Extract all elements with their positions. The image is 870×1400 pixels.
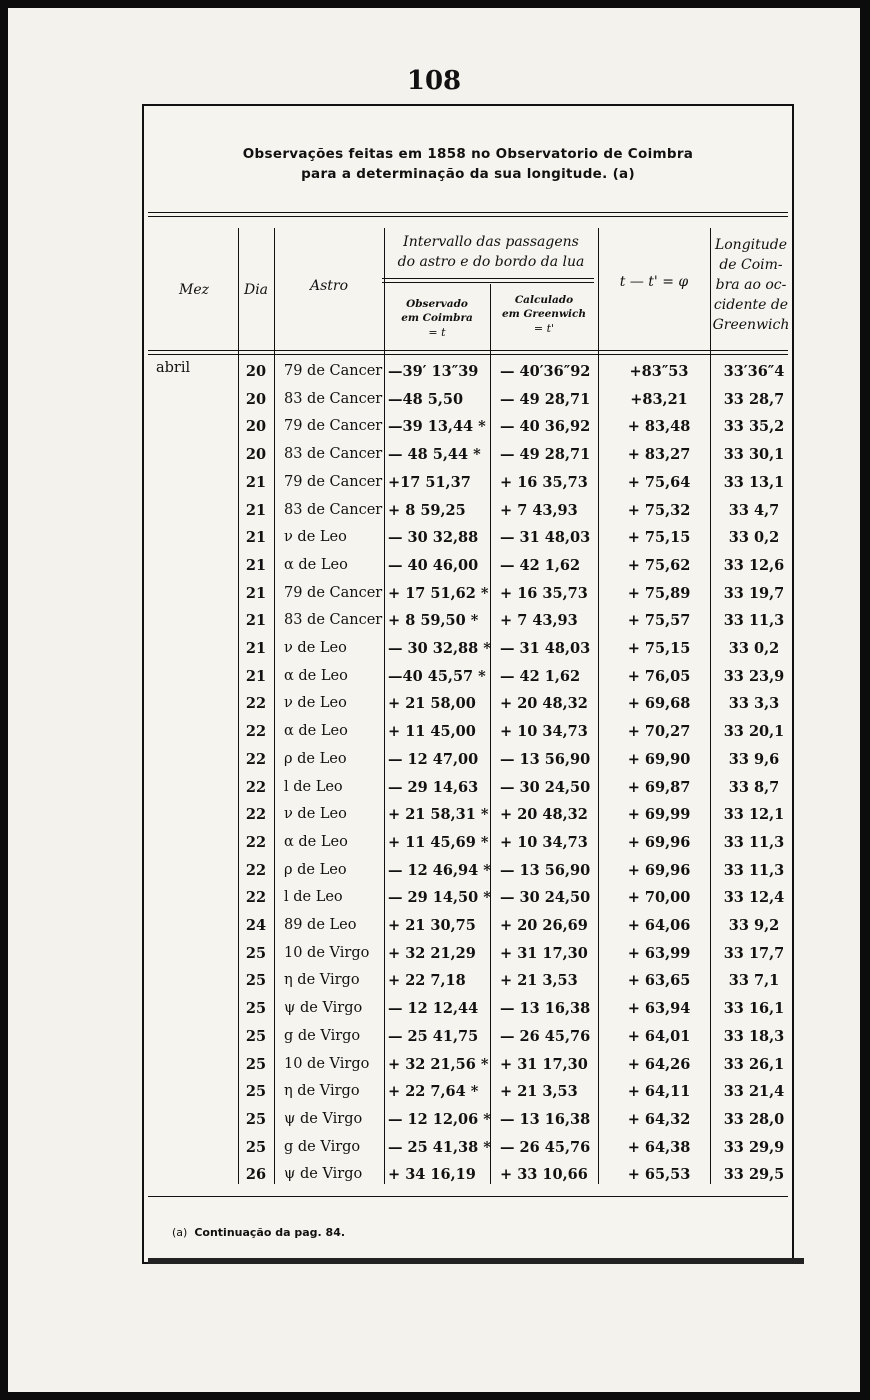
cell-longitude: 33 4,7 [728,501,780,519]
cell-longitude: 33 9,6 [728,750,780,768]
cell-longitude: 33 12,4 [723,889,785,907]
cell-longitude: 33 29,9 [723,1138,785,1156]
cell-calculado: + 7 43,93 [500,501,578,519]
cell-observado: + 32 21,56 * [388,1055,489,1073]
cell-calculado: — 26 45,76 [500,1027,591,1045]
cell-longitude: 33 20,1 [723,723,785,741]
frame-shadow [148,1258,804,1264]
cell-astro: ν de Leo [284,806,347,823]
cell-difference: + 64,11 [627,1083,691,1101]
cell-longitude: 33 0,2 [728,640,780,657]
header-longitude-line-5: Greenwich [712,317,790,333]
cell-difference: + 63,94 [627,1000,691,1018]
cell-observado: —40 45,57 * [388,667,486,685]
cell-difference: + 75,32 [627,501,691,519]
cell-calculado: — 26 45,76 [500,1138,591,1156]
cell-longitude: 33 8,7 [728,778,780,796]
cell-dia: 25 [245,1110,267,1128]
cell-dia: 25 [245,1027,267,1045]
cell-difference: + 83,48 [627,418,691,436]
cell-observado: + 21 58,31 * [388,806,489,824]
header-longitude-line-3: bra ao oc- [715,277,787,293]
header-top-rule-2 [148,216,788,217]
cell-longitude: 33 23,9 [723,667,785,685]
cell-astro: ψ de Virgo [284,1000,363,1017]
table-row [144,884,792,912]
cell-difference: + 64,38 [627,1138,691,1156]
cell-calculado: — 40 36,92 [500,418,591,436]
cell-observado: — 40 46,00 [388,556,479,574]
cell-difference: + 75,57 [627,612,691,630]
cell-longitude: 33 11,3 [723,612,785,630]
header-calculado-line-1: Calculado [514,294,574,306]
table-row [144,1078,792,1106]
cell-difference: + 75,15 [627,640,691,657]
cell-calculado: — 31 48,03 [500,529,591,547]
cell-astro: l de Leo [284,889,343,906]
cell-longitude: 33 11,3 [723,861,785,879]
table-row [144,774,792,802]
cell-astro: ρ de Leo [284,750,347,767]
cell-longitude: 33 0,2 [728,529,780,547]
cell-difference: + 70,00 [627,889,691,907]
cell-astro: ν de Leo [284,640,347,656]
cell-dia: 21 [245,501,267,519]
cell-calculado: + 16 35,73 [500,473,588,491]
cell-observado: + 21 58,00 [388,695,476,713]
cell-calculado: — 42 1,62 [500,556,581,574]
cell-astro: η de Virgo [284,972,360,989]
cell-observado: — 12 12,44 [388,1000,479,1018]
cell-dia: 26 [245,1166,267,1184]
cell-observado: + 21 30,75 [388,917,476,934]
table-row [144,441,792,469]
cell-calculado: + 10 34,73 [500,723,588,741]
table-frame [142,104,794,1264]
table-row [144,1161,792,1189]
cell-difference: + 69,96 [627,861,691,879]
cell-longitude: 33 29,5 [723,1166,785,1184]
table-row [144,663,792,691]
cell-observado: — 12 47,00 [388,750,479,768]
cell-calculado: + 20 48,32 [500,806,588,824]
cell-calculado: + 33 10,66 [500,1166,588,1184]
cell-dia: 20 [245,446,267,464]
header-bottom-rule [148,350,788,351]
cell-astro: 83 de Cancer [284,390,383,407]
cell-dia: 21 [245,584,267,602]
header-longitude-line-4: cidente de [713,297,789,313]
cell-astro: α de Leo [284,723,348,740]
header-longitude-line-2: de Coim- [719,257,783,273]
table-title-line-2: para a determinação da sua longitude. (a) [301,166,635,182]
cell-longitude: 33 7,1 [728,972,780,990]
cell-observado: —39′ 13″39 [388,363,479,380]
table-row [144,580,792,608]
table-row [144,857,792,885]
table-row [144,995,792,1023]
cell-difference: +83,21 [630,390,688,408]
cell-dia: 21 [245,473,267,491]
cell-calculado: — 30 24,50 [500,889,591,907]
cell-dia: 25 [245,1000,267,1018]
table-row [144,497,792,525]
cell-dia: 21 [245,640,267,657]
cell-difference: + 69,68 [627,695,691,713]
cell-calculado: + 20 48,32 [500,695,588,713]
cell-dia: 20 [245,390,267,408]
cell-longitude: 33 35,2 [723,418,785,436]
cell-difference: + 75,64 [627,473,691,491]
cell-observado: — 12 12,06 * [388,1110,491,1128]
table-row [144,1051,792,1079]
footnote [172,1226,345,1239]
cell-calculado: + 7 43,93 [500,612,578,630]
cell-calculado: + 20 26,69 [500,917,588,934]
cell-longitude: 33 11,3 [723,833,785,851]
table-row [144,607,792,635]
footnote-mark: (a) [172,1226,188,1239]
cell-longitude: 33 12,6 [723,556,785,574]
cell-observado: — 25 41,38 * [388,1138,491,1156]
cell-longitude: 33 21,4 [723,1083,785,1101]
cell-calculado: + 31 17,30 [500,944,588,962]
cell-dia: 20 [245,363,267,380]
cell-longitude: 33 19,7 [723,584,785,602]
cell-observado: — 30 32,88 [388,529,479,547]
cell-astro: α de Leo [284,556,348,573]
cell-observado: —48 5,50 [388,390,464,408]
cell-calculado: — 49 28,71 [500,390,591,408]
cell-observado: — 29 14,63 [388,778,479,796]
cell-observado: + 8 59,50 * [388,612,479,630]
header-calculado-line-2: em Greenwich [502,308,586,320]
table-row [144,1106,792,1134]
cell-longitude: 33 28,7 [723,390,785,408]
cell-longitude: 33 9,2 [728,917,780,934]
cell-astro: 79 de Cancer [284,418,383,435]
cell-dia: 21 [245,529,267,547]
cell-observado: — 29 14,50 * [388,889,491,907]
cell-dia: 25 [245,1055,267,1073]
table-bottom-rule [148,1196,788,1197]
intervallo-subrule-2 [382,282,594,283]
page-sheet [8,8,860,1392]
table-row [144,801,792,829]
cell-observado: + 22 7,64 * [388,1083,479,1101]
cell-astro: 83 de Cancer [284,446,383,463]
cell-dia: 21 [245,612,267,630]
cell-longitude: 33 13,1 [723,473,785,491]
cell-longitude: 33 28,0 [723,1110,785,1128]
table-row [144,386,792,414]
table-row [144,413,792,441]
cell-dia: 22 [245,861,267,879]
cell-dia: 24 [245,917,267,934]
cell-observado: +17 51,37 [388,473,471,491]
table-row [144,1023,792,1051]
cell-difference: + 75,62 [627,556,691,574]
cell-astro: ν de Leo [284,529,347,546]
table-row [144,967,792,995]
header-calculado-line-3: = t' [533,322,555,335]
cell-dia: 25 [245,972,267,990]
cell-dia: 22 [245,778,267,796]
cell-longitude: 33 30,1 [723,446,785,464]
header-intervallo-line-2: do astro e do bordo da lua [397,254,585,270]
table-row [144,524,792,552]
cell-observado: — 25 41,75 [388,1027,479,1045]
table-row [144,746,792,774]
cell-difference: + 65,53 [627,1166,691,1184]
cell-calculado: + 21 3,53 [500,972,578,990]
cell-astro: ρ de Leo [284,861,347,878]
header-top-rule [148,212,788,213]
cell-observado: + 17 51,62 * [388,584,489,602]
cell-dia: 25 [245,1138,267,1156]
cell-calculado: — 49 28,71 [500,446,591,464]
cell-observado: + 34 16,19 [388,1166,476,1184]
table-row [144,1134,792,1162]
cell-calculado: — 13 56,90 [500,861,591,879]
cell-dia: 22 [245,833,267,851]
cell-astro: ν de Leo [284,695,347,712]
cell-difference: + 75,15 [627,529,691,547]
cell-observado: — 12 46,94 * [388,861,491,879]
header-difference: t — t' = φ [619,274,689,290]
cell-astro: ψ de Virgo [284,1110,363,1127]
table-title-line-1: Observações feitas em 1858 no Observatorio de Coimbra [242,146,694,162]
cell-difference: + 63,65 [627,972,691,990]
header-mez: Mez [179,282,209,298]
cell-astro: 89 de Leo [284,917,357,933]
table-row [144,635,792,663]
table-row [144,829,792,857]
table-row [144,690,792,718]
cell-astro: α de Leo [284,667,348,684]
table-row [144,940,792,968]
cell-astro: 79 de Cancer [284,584,383,601]
cell-dia: 21 [245,556,267,574]
cell-dia: 21 [245,667,267,685]
cell-dia: 22 [245,695,267,713]
cell-astro: 79 de Cancer [284,473,383,490]
cell-astro: ψ de Virgo [284,1166,363,1183]
header-observado-line-2: em Coimbra [401,312,473,324]
cell-astro: 10 de Virgo [284,944,370,961]
cell-dia: 25 [245,1083,267,1101]
cell-observado: + 8 59,25 [388,501,466,519]
cell-longitude: 33 18,3 [723,1027,785,1045]
cell-astro: α de Leo [284,833,348,850]
cell-observado: + 22 7,18 [388,972,466,990]
cell-observado: —39 13,44 * [388,418,486,436]
cell-astro: g de Virgo [284,1027,361,1044]
cell-difference: + 64,01 [627,1027,691,1045]
header-intervallo-line-1: Intervallo das passagens [403,234,579,250]
footnote-text: Continuação da pag. 84. [194,1226,346,1239]
cell-difference: + 64,32 [627,1110,691,1128]
cell-calculado: — 13 16,38 [500,1000,591,1018]
cell-calculado: — 13 56,90 [500,750,591,768]
table-row [144,469,792,497]
table-row [144,358,792,386]
cell-difference: + 83,27 [627,446,691,464]
cell-astro: 83 de Cancer [284,612,383,629]
cell-longitude: 33 3,3 [728,695,780,713]
cell-observado: — 48 5,44 * [388,446,481,464]
cell-observado: — 30 32,88 * [388,640,491,657]
cell-difference: + 69,87 [627,778,691,796]
cell-dia: 20 [245,418,267,436]
cell-calculado: + 21 3,53 [500,1083,578,1101]
cell-longitude: 33 12,1 [723,806,785,824]
cell-astro: 83 de Cancer [284,501,383,518]
cell-difference: +83″53 [629,363,689,380]
cell-calculado: + 16 35,73 [500,584,588,602]
cell-longitude: 33 16,1 [723,1000,785,1018]
cell-difference: + 75,89 [627,584,691,602]
cell-calculado: + 31 17,30 [500,1055,588,1073]
cell-calculado: — 40′36″92 [500,363,591,380]
header-observado-line-1: Observado [406,298,468,310]
header-dia: Dia [243,282,269,298]
cell-calculado: — 13 16,38 [500,1110,591,1128]
header-astro: Astro [309,278,349,294]
cell-astro: 79 de Cancer [284,363,383,379]
cell-calculado: — 31 48,03 [500,640,591,657]
cell-calculado: — 42 1,62 [500,667,581,685]
cell-difference: + 69,90 [627,750,691,768]
cell-longitude: 33 17,7 [723,944,785,962]
cell-calculado: — 30 24,50 [500,778,591,796]
cell-dia: 25 [245,944,267,962]
cell-observado: + 32 21,29 [388,944,476,962]
cell-difference: + 70,27 [627,723,691,741]
cell-longitude: 33 26,1 [723,1055,785,1073]
cell-astro: l de Leo [284,778,343,795]
cell-dia: 22 [245,806,267,824]
page-number: 108 [406,66,462,96]
cell-astro: η de Virgo [284,1083,360,1100]
cell-difference: + 63,99 [627,944,691,962]
header-bottom-rule-2 [148,354,788,355]
cell-calculado: + 10 34,73 [500,833,588,851]
cell-dia: 22 [245,750,267,768]
cell-difference: + 69,99 [627,806,691,824]
header-observado-line-3: = t [428,326,446,339]
cell-observado: + 11 45,69 * [388,833,489,851]
cell-difference: + 64,26 [627,1055,691,1073]
cell-astro: g de Virgo [284,1138,361,1155]
cell-dia: 22 [245,889,267,907]
month-label: abril [156,360,191,376]
cell-difference: + 69,96 [627,833,691,851]
table-row [144,552,792,580]
intervallo-subrule [382,278,594,279]
cell-difference: + 76,05 [627,667,691,685]
cell-longitude: 33′36″4 [723,363,785,380]
table-row [144,912,792,940]
cell-difference: + 64,06 [627,917,691,934]
header-longitude-line-1: Longitude [714,237,788,253]
cell-astro: 10 de Virgo [284,1055,370,1072]
table-row [144,718,792,746]
cell-dia: 22 [245,723,267,741]
cell-observado: + 11 45,00 [388,723,476,741]
